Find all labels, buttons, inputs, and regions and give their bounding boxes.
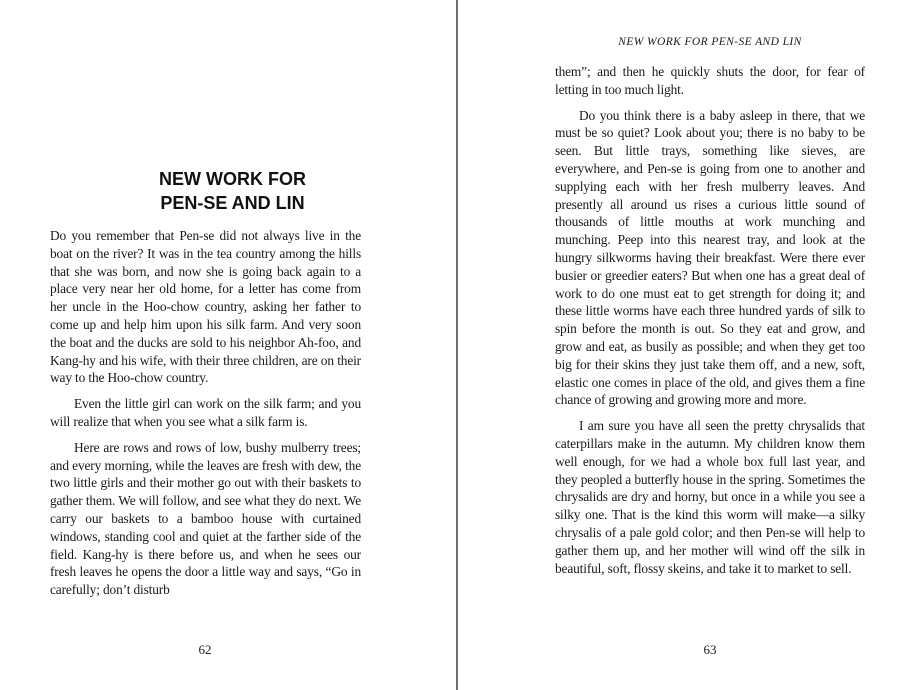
- left-page: [0, 0, 457, 690]
- paragraph: them”; and then he quickly shuts the door, for fear of letting in too much light.: [555, 64, 865, 97]
- right-page: [459, 0, 920, 690]
- page-number: 62: [198, 642, 212, 657]
- chapter-title-line-2: PEN-SE AND LIN: [160, 193, 305, 213]
- chapter-title: [50, 167, 415, 215]
- right-page-body: [555, 63, 865, 585]
- running-head: NEW WORK FOR PEN-SE AND LIN: [618, 36, 802, 48]
- page-number: 63: [703, 642, 717, 657]
- paragraph: Do you remember that Pen-se did not always live in the boat on the river? It was in the tea country among the hills that she was born, and now she is going back again to a place very near her old home, for a letter has come from her uncle in the Hoo-chow country, asking her father to come up and help him upon his silk farm. And very soon the boat and the ducks are sold to his neighbor Ah-foo, and Kang-hy and his wife, with their three children, are on their way to the Hoo-chow country.: [50, 228, 361, 386]
- paragraph: I am sure you have all seen the pretty chrysalids that caterpillars make in the autumn. My children know them well enough, for we had a whole box full last year, and they peopled a butterfly house in the spring. Sometimes the chrysalids are dry and horny, but once in a while you see a silky one. That is the kind this worm will make—a silky chrysalis of a pale gold color; and then Pen-se will help to gather them up, and her mother will wind off the silk in beautiful, soft, flossy skeins, and take it to market to sell.: [555, 418, 865, 576]
- paragraph: Even the little girl can work on the silk farm; and you will realize that when you see what a silk farm is.: [50, 396, 361, 429]
- chapter-title-line-1: NEW WORK FOR: [159, 169, 306, 189]
- book-gutter: [456, 0, 458, 690]
- left-page-body: [50, 227, 361, 607]
- paragraph: Here are rows and rows of low, bushy mulberry trees; and every morning, while the leaves are fresh with dew, the two little girls and their mother go out with their baskets to gather them. We will follow, and see what they do next. We carry our baskets to a bamboo house with curtained windows, standing cool and quiet at the farther side of the field. Kang-hy is there before us, and when he sees our fresh leaves he opens the door a little way and says, “Go in carefully; don’t disturb: [50, 439, 361, 598]
- paragraph: Do you think there is a baby asleep in there, that we must be so quiet? Look about you; there is no baby to be seen. But little trays, something like sieves, are everywhere, and Pen-se is going from one to another and supplying each with her fresh mulberry leaves. And presently all around us rises a curious little sound of thousands of little mouths at work munching and munching. Peep into this nearest tray, and look at the hungry silkworms having their breakfast. Were there ever busier or greedier eaters? But when one has a great deal of work to do one must eat to get strength for doing it; and these little worms have each three hundred yards of silk to spin before the month is out. So they eat and grow, and grow and eat, as busily as possible; and when they get too big for their skins they just take them off, and a new, soft, elastic one comes in place of the old, and gives them a fine chance of growing and growing more and more.: [555, 107, 865, 408]
